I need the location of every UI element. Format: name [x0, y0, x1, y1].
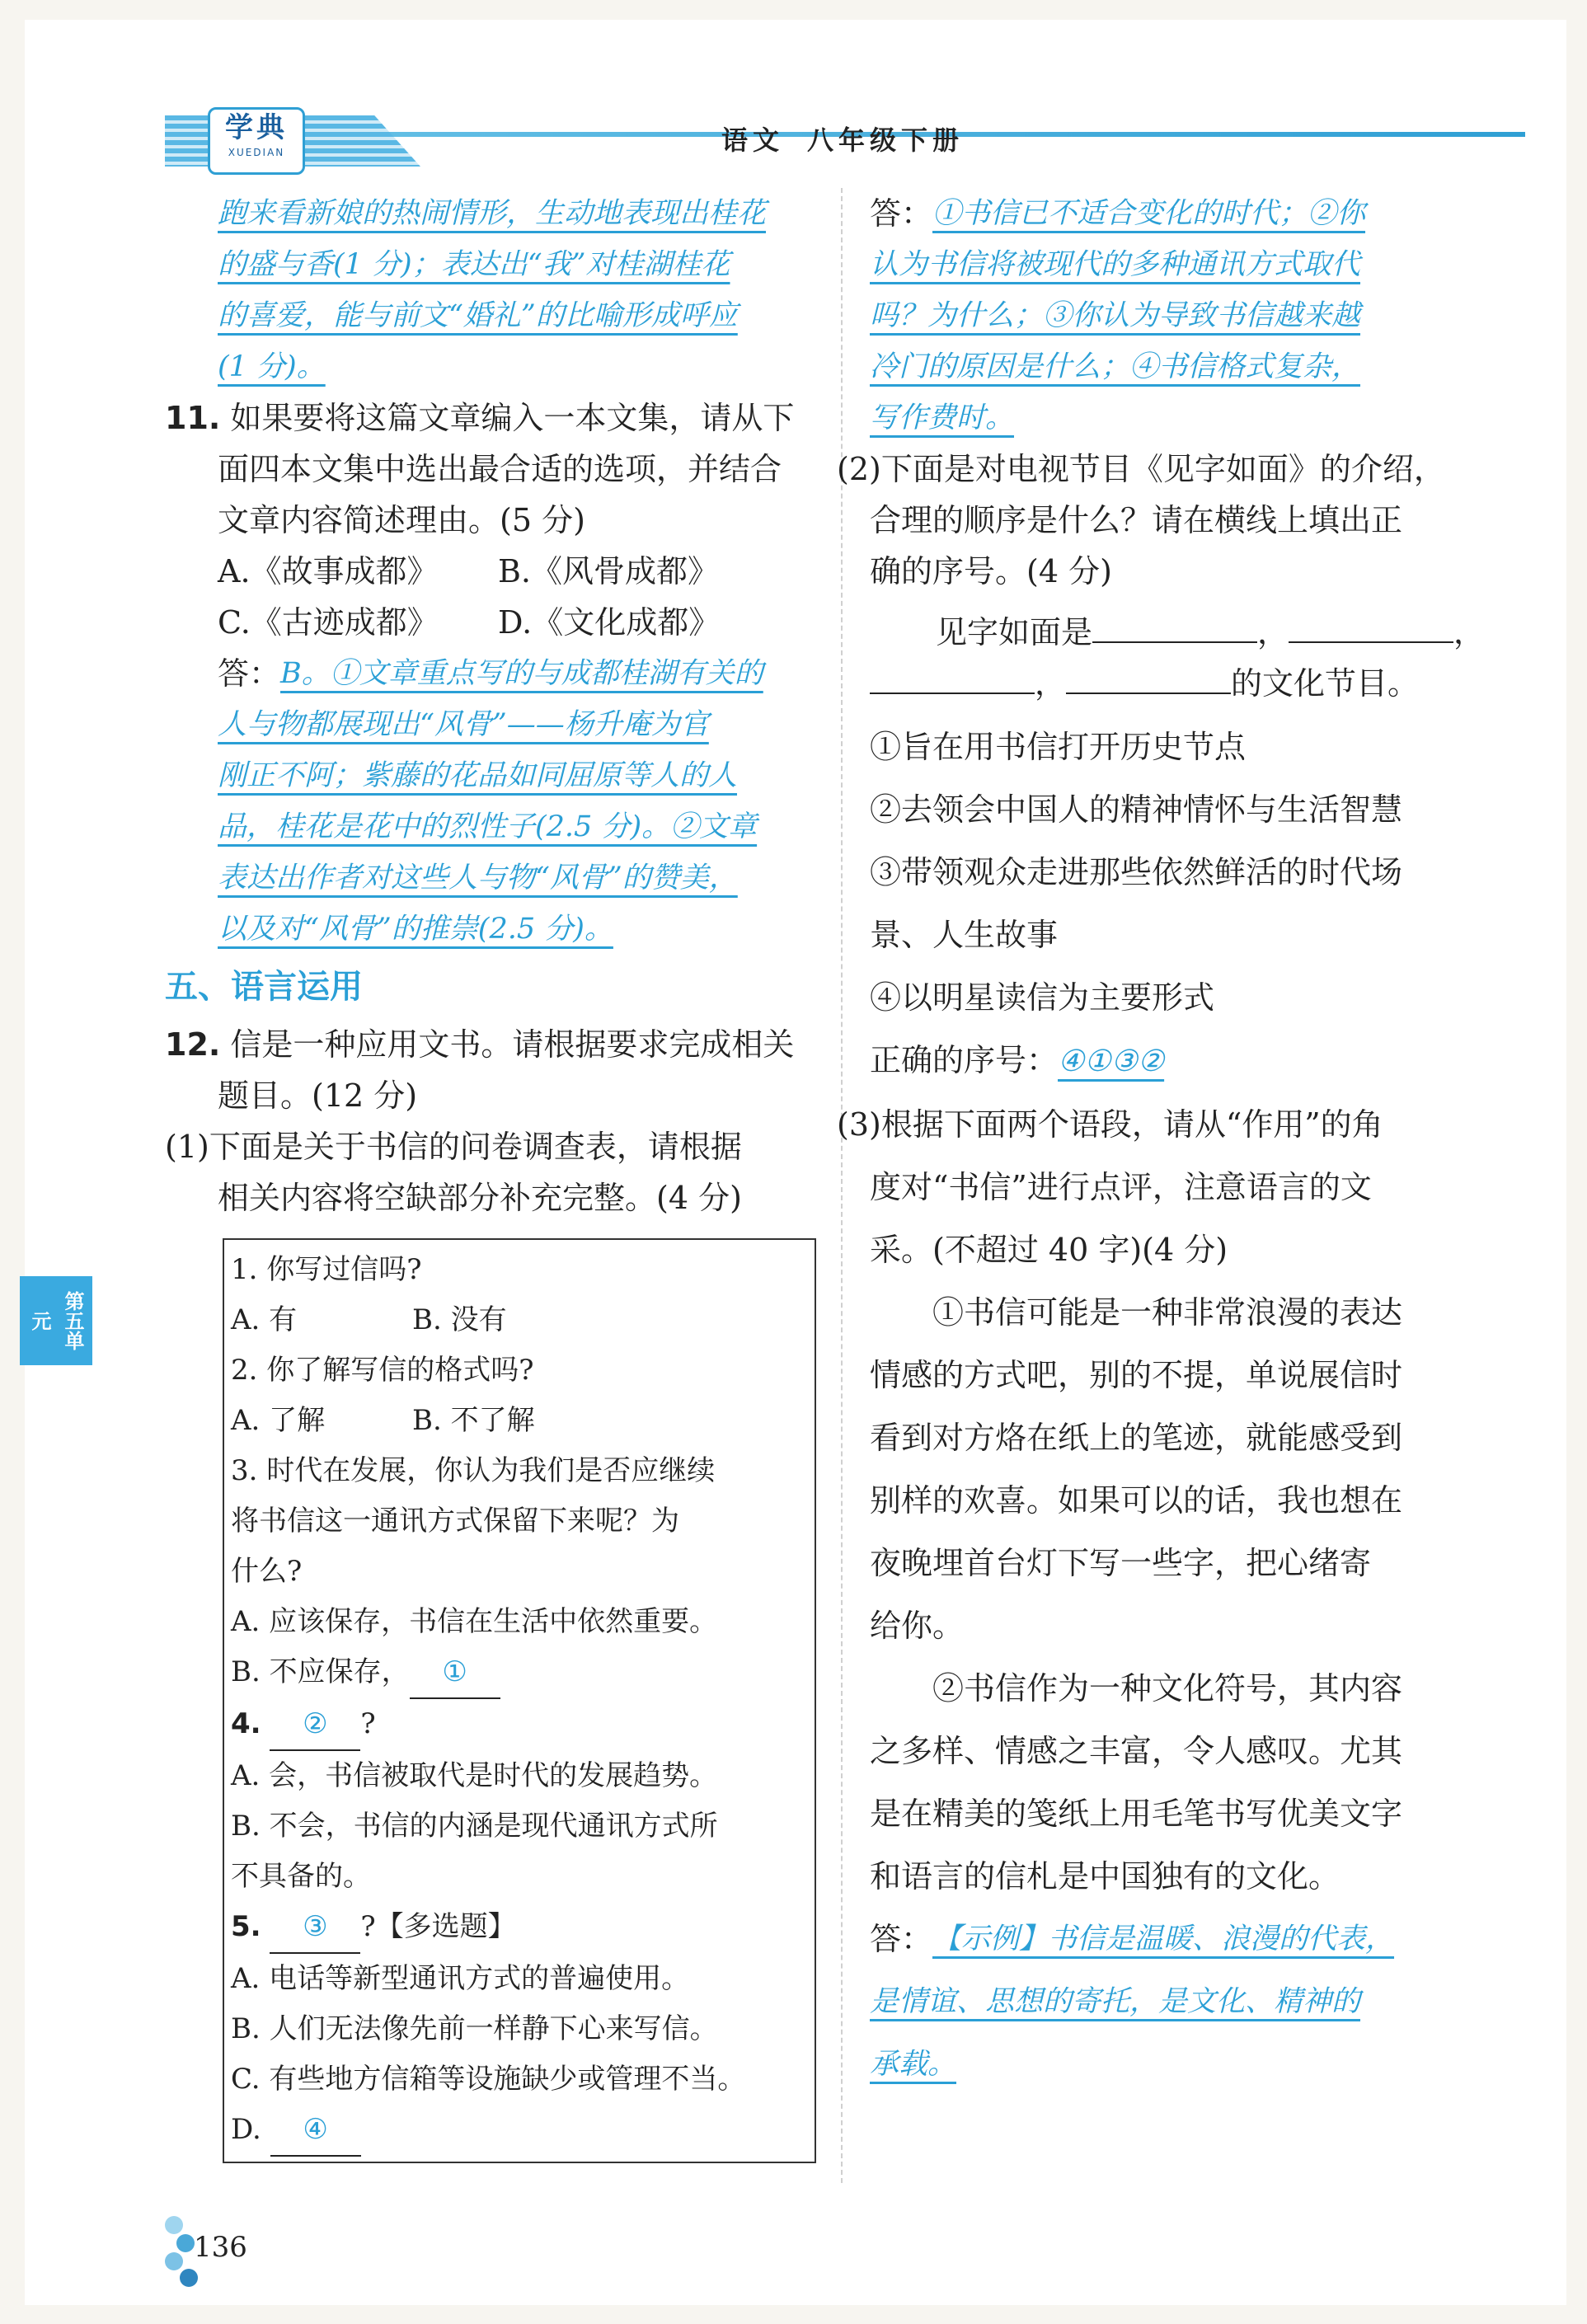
left-column: [165, 188, 820, 2163]
answer-line: 认为书信将被现代的多种通讯方式取代: [870, 248, 1361, 281]
decor-dot: [165, 2252, 183, 2270]
order-answer: ④①③②: [1058, 1045, 1165, 1078]
passage-1: [870, 1281, 1529, 1657]
survey-q4-a: A. 会，书信被取代是时代的发展趋势。: [231, 1759, 718, 1792]
fill-blank[interactable]: [870, 693, 1035, 694]
subquestion-3: [837, 1093, 1529, 1281]
option-text: B. 不应保存，: [231, 1655, 410, 1688]
order-label: 正确的序号：: [870, 1042, 1059, 1078]
blank-1[interactable]: ①: [410, 1647, 500, 1699]
fill-lead: 见字如面是: [936, 614, 1093, 650]
right-column: [837, 188, 1529, 2096]
blank-3[interactable]: ③: [270, 1902, 360, 1954]
survey-q4-b-cont: 不具备的。: [231, 1860, 371, 1893]
survey-q5: [231, 1902, 808, 1954]
option-b: B. 没有: [412, 1303, 507, 1336]
survey-table: [223, 1238, 816, 2163]
answer-label: 答：: [218, 655, 281, 692]
survey-q5-d: [231, 2105, 808, 2157]
answer-line: 以及对“风骨”的推崇(2.5 分)。: [218, 913, 613, 946]
passage-line: 情感的方式吧，别的不提，单说展信时: [870, 1357, 1403, 1393]
subject-label: 语文: [721, 124, 785, 156]
fill-end: 的文化节目。: [1231, 665, 1420, 702]
survey-q3-b: [231, 1647, 808, 1699]
page-number: 136: [194, 2231, 247, 2264]
answer-line: 品，桂花是花中的烈性子(2.5 分)。②文章: [218, 810, 758, 843]
subquestion-1-cont: 相关内容将空缺部分补充完整。(4 分): [218, 1180, 742, 1216]
survey-q4-b: B. 不会，书信的内涵是现代通讯方式所: [231, 1810, 718, 1843]
option-a: A. 了解: [231, 1404, 326, 1437]
sentence-item: ②去领会中国人的精神情怀与生活智慧: [870, 791, 1403, 828]
sentence-item: ③带领观众走进那些依然鲜活的时代场: [870, 854, 1403, 890]
answer-label: 答：: [870, 195, 933, 232]
option-a: A. 有: [231, 1303, 298, 1336]
question-number: 4.: [231, 1707, 261, 1740]
option-b: B. 不了解: [412, 1404, 535, 1437]
fill-sep: ，: [1257, 614, 1289, 650]
option-a: A.《故事成都》: [218, 553, 439, 589]
survey-q2: 2. 你了解写信的格式吗?: [231, 1354, 534, 1387]
fill-sep: ，: [1453, 614, 1486, 650]
answer-line: 吗？为什么；③你认为导致书信越来越: [870, 299, 1361, 332]
brand-logo: [165, 106, 420, 180]
sentence-item: ④以明星读信为主要形式: [870, 979, 1215, 1016]
options-row: [165, 546, 820, 597]
blank-4[interactable]: ④: [270, 2105, 361, 2157]
question-number: 12.: [165, 1026, 221, 1063]
survey-q1-options: [231, 1295, 808, 1345]
survey-q3-cont: 将书信这一通讯方式保留下来呢？为: [231, 1505, 679, 1538]
decor-dot: [180, 2269, 198, 2287]
question-text: (3)根据下面两个语段，请从“作用”的角: [837, 1106, 1383, 1143]
survey-q5-a: A. 电话等新型通讯方式的普遍使用。: [231, 1962, 690, 1995]
passage-line: 看到对方烙在纸上的笔迹，就能感受到: [870, 1420, 1403, 1456]
fill-blank[interactable]: [1066, 693, 1231, 694]
unit-side-tab: 第五单元: [20, 1276, 92, 1365]
question-number: 5.: [231, 1910, 261, 1943]
question-text: 确的序号。(4 分): [870, 553, 1112, 589]
answer-line: 冷门的原因是什么；④书信格式复杂，: [870, 350, 1361, 383]
passage-line: 和语言的信札是中国独有的文化。: [870, 1858, 1340, 1894]
sentence-item: 景、人生故事: [870, 917, 1059, 953]
answer-line: 跑来看新娘的热闹情形，生动地表现出桂花: [218, 197, 767, 230]
q12-1-answer: [870, 188, 1529, 444]
fill-line-2: [870, 658, 1529, 709]
question-text: 题目。(12 分): [218, 1077, 418, 1114]
passage-line: 之多样、情感之丰富，令人感叹。尤其: [870, 1733, 1403, 1769]
survey-q5-b: B. 人们无法像先前一样静下心来写信。: [231, 2012, 718, 2045]
survey-q2-options: [231, 1396, 808, 1446]
answer-line: 刚正不阿；紫藤的花品如同屈原等人的人: [218, 759, 738, 792]
answer-line: (1 分)。: [218, 350, 326, 383]
question-text: 如果要将这篇文章编入一本文集，请从下: [230, 400, 795, 436]
q10-answer-continued: [165, 188, 820, 392]
survey-q5-c: C. 有些地方信箱等设施缺少或管理不当。: [231, 2063, 746, 2096]
q11-answer: [165, 648, 820, 955]
blank-2[interactable]: ②: [270, 1699, 360, 1751]
subquestion-2: [837, 444, 1529, 597]
option-d: D.《文化成都》: [498, 604, 721, 641]
answer-line: 【示例】书信是温暖、浪漫的代表，: [932, 1923, 1395, 1955]
passage-line: 给你。: [870, 1608, 965, 1644]
passage-line: 是在精美的笺纸上用毛笔书写优美文字: [870, 1796, 1403, 1832]
survey-q3-a: A. 应该保存，书信在生活中依然重要。: [231, 1605, 718, 1638]
question-tail: ?【多选题】: [360, 1910, 516, 1943]
question-text: (2)下面是对电视节目《见字如面》的介绍，: [837, 451, 1445, 487]
question-text: 信是一种应用文书。请根据要求完成相关: [230, 1026, 795, 1063]
passage-line: 夜晚埋首台灯下写一些字，把心绪寄: [870, 1545, 1372, 1581]
fill-blank[interactable]: [1289, 641, 1453, 643]
survey-q3: 3. 时代在发展，你认为我们是否应继续: [231, 1454, 716, 1487]
answer-line: 是情谊、思想的寄托，是文化、精神的: [870, 1985, 1361, 2018]
section-title: 五、语言运用: [165, 968, 363, 1006]
answer-line: B。①文章重点写的与成都桂湖有关的: [280, 657, 763, 690]
survey-q4: [231, 1699, 808, 1751]
survey-q1: 1. 你写过信吗?: [231, 1253, 422, 1286]
fill-sep: ，: [1035, 665, 1067, 702]
passage-line: ②书信作为一种文化符号，其内容: [932, 1670, 1403, 1707]
question-text: 面四本文集中选出最合适的选项，并结合: [218, 451, 782, 487]
question-text: 度对“书信”进行点评，注意语言的文: [870, 1169, 1372, 1205]
subquestion-1: (1)下面是关于书信的问卷调查表，请根据: [165, 1129, 742, 1165]
options-row: [165, 597, 820, 648]
header-title: [721, 120, 987, 157]
decor-dot: [165, 2216, 183, 2234]
passage-2: [870, 1657, 1529, 1908]
logo-box: [208, 107, 305, 175]
question-11: [165, 392, 820, 955]
answer-line: 人与物都展现出“风骨”——杨升庵为官: [218, 708, 709, 741]
answer-line: 写作费时。: [870, 401, 1015, 434]
option-text: D.: [231, 2113, 261, 2146]
fill-line-1: [870, 607, 1529, 658]
question-12: [165, 1019, 820, 1223]
passage-line: 别样的欢喜。如果可以的话，我也想在: [870, 1482, 1403, 1519]
logo-english: XUEDIAN: [228, 147, 285, 158]
option-b: B.《风骨成都》: [498, 553, 720, 589]
answer-label: 答：: [870, 1921, 933, 1957]
question-text: 文章内容简述理由。(5 分): [218, 502, 585, 538]
logo-chinese: 学典: [225, 111, 288, 144]
answer-line: ①书信已不适合变化的时代；②你: [932, 197, 1366, 230]
grade-label: 八年级下册: [807, 124, 965, 156]
question-number: 11.: [165, 400, 221, 436]
answer-line: 的喜爱，能与前文“婚礼”的比喻形成呼应: [218, 299, 738, 332]
fill-blank[interactable]: [1092, 641, 1257, 643]
question-text: 采。(不超过 40 字)(4 分): [870, 1232, 1228, 1268]
question-text: 合理的顺序是什么？请在横线上填出正: [870, 502, 1403, 538]
option-c: C.《古迹成都》: [218, 604, 439, 641]
question-tail: ?: [360, 1707, 376, 1740]
sentence-item: ①旨在用书信打开历史节点: [870, 729, 1247, 765]
answer-line: 表达出作者对这些人与物“风骨”的赞美，: [218, 862, 738, 894]
decor-dot: [176, 2234, 195, 2252]
answer-line: 承载。: [870, 2048, 957, 2081]
passage-line: ①书信可能是一种非常浪漫的表达: [932, 1294, 1403, 1331]
q12-3-answer: [870, 1908, 1529, 2096]
order-answer-row: [870, 1029, 1529, 1093]
survey-q3-cont: 什么?: [231, 1555, 303, 1588]
answer-line: 的盛与香(1 分)；表达出“我”对桂湖桂花: [218, 248, 730, 281]
